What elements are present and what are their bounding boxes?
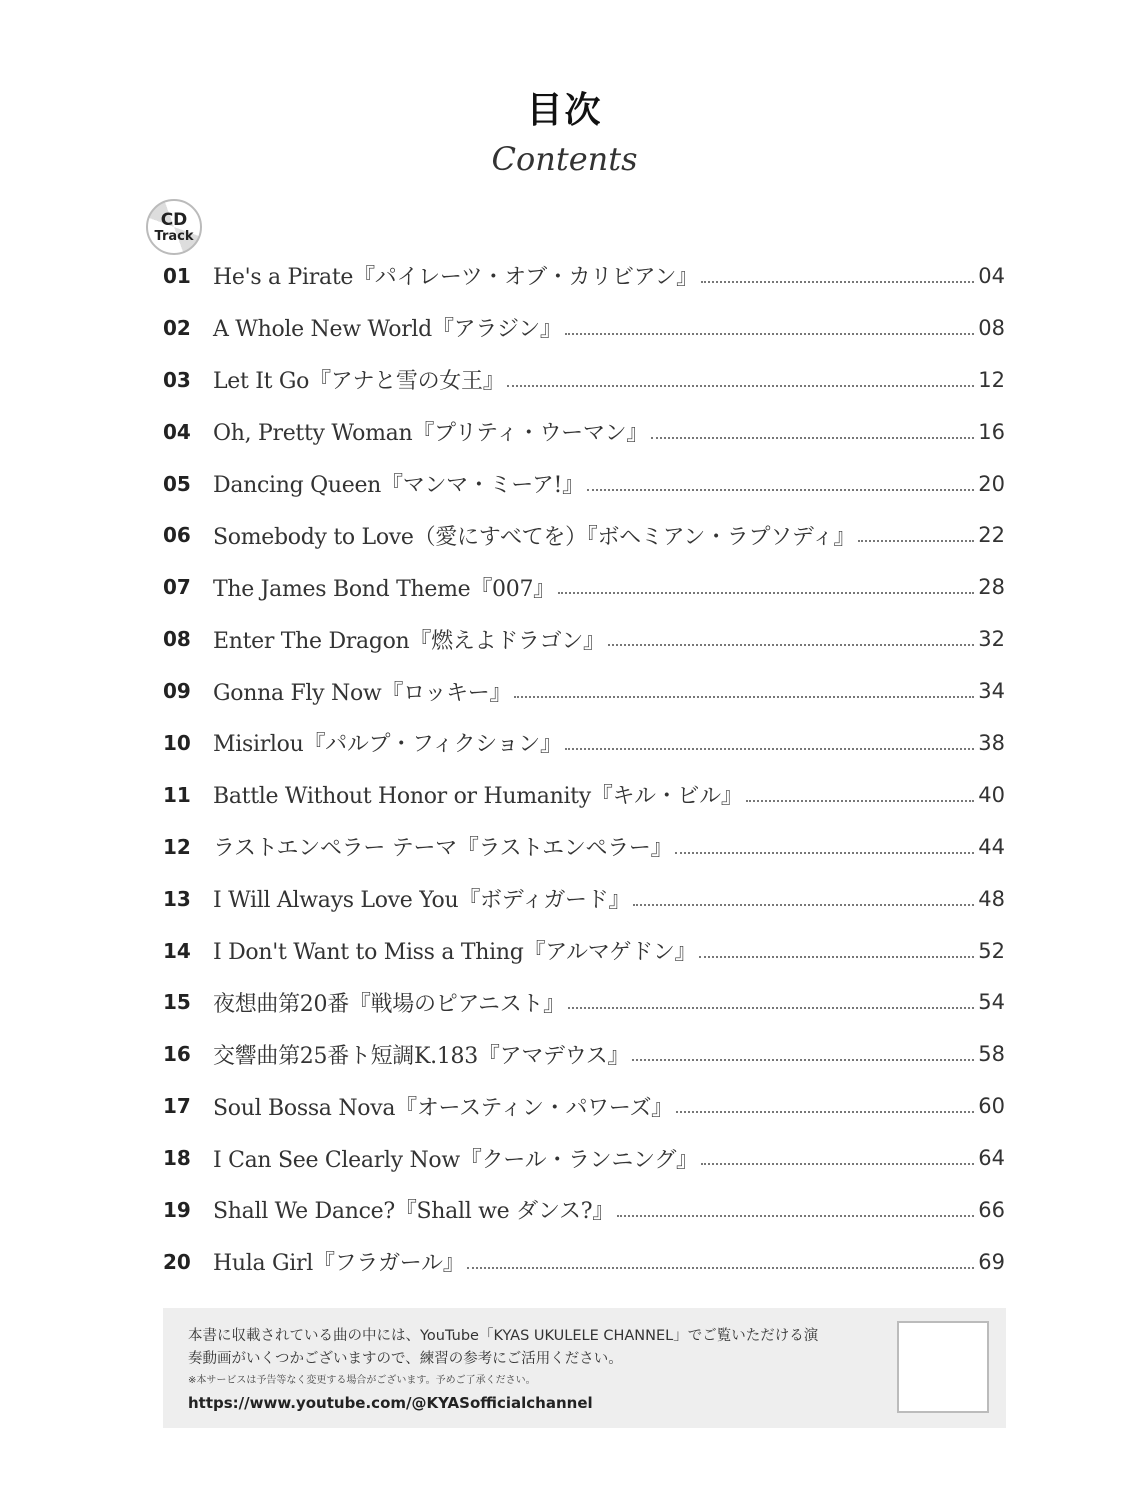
- song-title: Hula Girl『フラガール』: [213, 1251, 465, 1277]
- page-number: 54: [978, 990, 1005, 1015]
- page-title: 目次: [526, 90, 603, 131]
- qr-code-placeholder: [897, 1321, 989, 1413]
- dot-leader: [701, 1163, 974, 1165]
- page-number: 40: [978, 782, 1005, 807]
- song-title: ラストエンペラー テーマ『ラストエンペラー』: [213, 836, 673, 862]
- page-number: 32: [978, 627, 1005, 652]
- notice-text-line2: 奏動画がいくつかございますので、練習の参考にご活用ください。: [188, 1351, 623, 1367]
- dot-leader: [633, 904, 974, 906]
- track-number: 03: [163, 367, 191, 392]
- page-number: 66: [978, 1197, 1005, 1222]
- page-number: 58: [978, 1042, 1005, 1067]
- song-title: I Don't Want to Miss a Thing『アルマゲドン』: [213, 940, 697, 966]
- dot-leader: [514, 696, 974, 698]
- toc-row[interactable]: [163, 1132, 1005, 1184]
- track-number: 14: [163, 938, 191, 963]
- track-number: 19: [163, 1197, 191, 1222]
- dot-leader: [568, 1007, 974, 1009]
- toc-row[interactable]: [163, 717, 1005, 769]
- toc-row[interactable]: [163, 665, 1005, 717]
- track-number: 17: [163, 1094, 191, 1119]
- page-number: 60: [978, 1094, 1005, 1119]
- page-number: 69: [978, 1249, 1005, 1274]
- track-number: 08: [163, 627, 191, 652]
- toc-row[interactable]: [163, 1236, 1005, 1288]
- toc-row[interactable]: [163, 1028, 1005, 1080]
- track-label: Track: [154, 228, 194, 244]
- toc-row[interactable]: [163, 769, 1005, 821]
- song-title: Misirlou『パルプ・フィクション』: [213, 732, 562, 758]
- page-number: 34: [978, 679, 1005, 704]
- track-number: 11: [163, 782, 191, 807]
- song-title: Battle Without Honor or Humanity『キル・ビル』: [213, 784, 743, 810]
- song-title: Oh, Pretty Woman『プリティ・ウーマン』: [213, 421, 648, 447]
- toc-row[interactable]: [163, 613, 1005, 665]
- track-number: 18: [163, 1146, 191, 1171]
- song-title: The James Bond Theme『007』: [213, 576, 555, 602]
- dot-leader: [632, 1059, 974, 1061]
- table-of-contents: [163, 250, 1005, 1288]
- dot-leader: [617, 1215, 974, 1217]
- dot-leader: [676, 1111, 974, 1113]
- page-number: 28: [978, 575, 1005, 600]
- toc-row[interactable]: [163, 250, 1005, 302]
- dot-leader: [701, 281, 974, 283]
- toc-row[interactable]: [163, 354, 1005, 406]
- toc-row[interactable]: [163, 873, 1005, 925]
- track-number: 07: [163, 575, 191, 600]
- song-title: 夜想曲第20番『戦場のピアニスト』: [213, 991, 565, 1017]
- page-number: 52: [978, 938, 1005, 963]
- page-number: 38: [978, 730, 1005, 755]
- track-number: 06: [163, 523, 191, 548]
- toc-row[interactable]: [163, 1080, 1005, 1132]
- track-number: 20: [163, 1249, 191, 1274]
- track-number: 04: [163, 419, 191, 444]
- toc-row[interactable]: [163, 561, 1005, 613]
- page-number: 48: [978, 886, 1005, 911]
- song-title: Soul Bossa Nova『オースティン・パワーズ』: [213, 1095, 673, 1121]
- toc-row[interactable]: [163, 925, 1005, 977]
- song-title: I Will Always Love You『ボディガード』: [213, 888, 631, 914]
- page-number: 12: [978, 367, 1005, 392]
- dot-leader: [608, 644, 974, 646]
- dot-leader: [558, 592, 974, 594]
- song-title: Let It Go『アナと雪の女王』: [213, 369, 505, 395]
- page-number: 22: [978, 523, 1005, 548]
- track-number: 15: [163, 990, 191, 1015]
- dot-leader: [651, 437, 974, 439]
- dot-leader: [675, 852, 974, 854]
- toc-row[interactable]: [163, 821, 1005, 873]
- dot-leader: [746, 800, 974, 802]
- page-number: 04: [978, 263, 1005, 288]
- track-number: 13: [163, 886, 191, 911]
- dot-leader: [858, 540, 974, 542]
- track-number: 16: [163, 1042, 191, 1067]
- toc-row[interactable]: [163, 1184, 1005, 1236]
- page-number: 44: [978, 834, 1005, 859]
- song-title: 交響曲第25番ト短調K.183『アマデウス』: [213, 1043, 630, 1069]
- toc-row[interactable]: [163, 406, 1005, 458]
- song-title: A Whole New World『アラジン』: [213, 317, 562, 343]
- dot-leader: [507, 385, 974, 387]
- youtube-channel-link[interactable]: https://www.youtube.com/@KYASofficialchannel: [188, 1394, 593, 1412]
- track-number: 02: [163, 315, 191, 340]
- toc-row[interactable]: [163, 509, 1005, 561]
- dot-leader: [699, 956, 974, 958]
- song-title: Enter The Dragon『燃えよドラゴン』: [213, 628, 605, 654]
- dot-leader: [565, 333, 974, 335]
- song-title: Shall We Dance?『Shall we ダンス?』: [213, 1199, 614, 1225]
- dot-leader: [565, 748, 974, 750]
- toc-row[interactable]: [163, 458, 1005, 510]
- youtube-notice-box: [163, 1308, 1006, 1428]
- cd-track-icon: [146, 199, 202, 255]
- page-number: 08: [978, 315, 1005, 340]
- track-number: 09: [163, 679, 191, 704]
- dot-leader: [587, 489, 974, 491]
- track-number: 10: [163, 730, 191, 755]
- page-number: 64: [978, 1146, 1005, 1171]
- song-title: Somebody to Love（愛にすべてを）『ボヘミアン・ラプソディ』: [213, 524, 856, 550]
- toc-row[interactable]: [163, 302, 1005, 354]
- song-title: He's a Pirate『パイレーツ・オブ・カリビアン』: [213, 265, 698, 291]
- track-number: 01: [163, 263, 191, 288]
- toc-row[interactable]: [163, 976, 1005, 1028]
- page-number: 20: [978, 471, 1005, 496]
- notice-text-line1: 本書に収載されている曲の中には、YouTube「KYAS UKULELE CHANNEL」でご覧いただける演: [188, 1328, 819, 1344]
- notice-disclaimer: ※本サービスは予告等なく変更する場合がございます。予めご了承ください。: [188, 1375, 536, 1386]
- dot-leader: [467, 1267, 974, 1269]
- song-title: Dancing Queen『マンマ・ミーア!』: [213, 473, 584, 498]
- song-title: Gonna Fly Now『ロッキー』: [213, 680, 512, 706]
- track-number: 12: [163, 834, 191, 859]
- song-title: I Can See Clearly Now『クール・ランニング』: [213, 1147, 698, 1173]
- page-number: 16: [978, 419, 1005, 444]
- track-number: 05: [163, 471, 191, 496]
- cd-label: CD: [160, 209, 188, 230]
- page-subtitle: Contents: [491, 140, 638, 178]
